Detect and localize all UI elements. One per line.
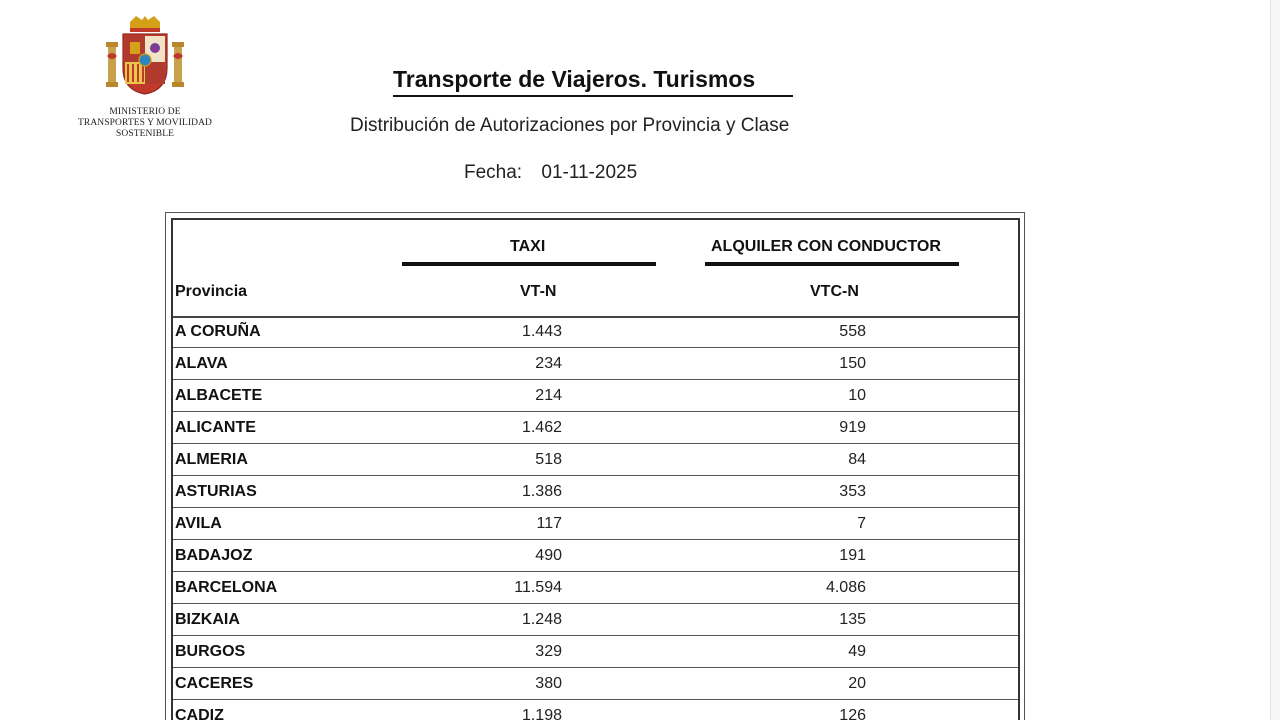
vtc-column-header: VTC-N	[810, 283, 859, 300]
province-cell: CADIZ	[175, 707, 224, 720]
table-row	[173, 636, 1018, 668]
province-cell: AVILA	[175, 515, 222, 532]
vt-value-cell: 1.443	[521, 323, 562, 340]
vt-value-cell: 1.198	[521, 707, 562, 720]
ministry-line-1: MINISTERIO DE	[109, 107, 181, 117]
table-body	[173, 316, 1018, 720]
table-row	[173, 540, 1018, 572]
vtc-value-cell: 84	[848, 451, 866, 468]
province-cell: ALAVA	[175, 355, 228, 372]
province-cell: A CORUÑA	[175, 323, 261, 340]
vtc-value-cell: 10	[848, 387, 866, 404]
vt-column-header: VT-N	[520, 283, 557, 300]
table-row	[173, 700, 1018, 720]
document-title: Transporte de Viajeros. Turismos	[393, 66, 793, 97]
vtc-value-cell: 20	[848, 675, 866, 692]
vtc-value-cell: 919	[839, 419, 866, 436]
vt-value-cell: 117	[536, 515, 562, 532]
province-cell: BARCELONA	[175, 579, 278, 596]
vtc-value-cell: 7	[857, 515, 866, 532]
table-row	[173, 604, 1018, 636]
table-row	[173, 572, 1018, 604]
ministry-line-3: SOSTENIBLE	[116, 129, 174, 139]
vtc-value-cell: 150	[839, 355, 866, 372]
vtc-header-rule	[705, 262, 959, 266]
taxi-header-rule	[402, 262, 656, 266]
vt-value-cell: 1.248	[521, 611, 562, 628]
table-row	[173, 348, 1018, 380]
date-value: 01-11-2025	[541, 162, 638, 183]
ministry-name	[60, 107, 230, 140]
province-cell: CACERES	[175, 675, 254, 692]
vtc-group-header: ALQUILER CON CONDUCTOR	[711, 238, 941, 255]
province-cell: ALMERIA	[175, 451, 248, 468]
vt-value-cell: 490	[535, 547, 562, 564]
vt-value-cell: 234	[535, 355, 562, 372]
vt-value-cell: 1.386	[521, 483, 562, 500]
vt-value-cell: 1.462	[521, 419, 562, 436]
table-row	[173, 380, 1018, 412]
province-column-header: Provincia	[175, 283, 248, 300]
province-cell: BIZKAIA	[175, 611, 240, 628]
page-edge	[1270, 0, 1280, 720]
table-row	[173, 508, 1018, 540]
vtc-value-cell: 126	[839, 707, 866, 720]
province-cell: BADAJOZ	[175, 547, 253, 564]
date-row	[464, 162, 637, 184]
authorizations-table	[171, 218, 1020, 720]
document-subtitle: Distribución de Autorizaciones por Provincia y Clase	[350, 115, 790, 136]
vtc-value-cell: 4.086	[825, 579, 866, 596]
vt-value-cell: 214	[535, 387, 562, 404]
province-cell: ASTURIAS	[175, 483, 257, 500]
vtc-value-cell: 191	[839, 547, 866, 564]
table-row	[173, 476, 1018, 508]
vt-value-cell: 380	[535, 675, 562, 692]
vt-value-cell: 518	[535, 451, 562, 468]
province-cell: ALBACETE	[175, 387, 263, 404]
vtc-value-cell: 49	[848, 643, 866, 660]
vtc-value-cell: 135	[839, 611, 866, 628]
ministry-logo	[60, 16, 230, 146]
table-row	[173, 316, 1018, 348]
vtc-value-cell: 558	[839, 323, 866, 340]
table-header	[173, 220, 1018, 318]
taxi-group-header: TAXI	[510, 238, 546, 255]
vtc-value-cell: 353	[839, 483, 866, 500]
province-cell: BURGOS	[175, 643, 246, 660]
date-label: Fecha:	[464, 162, 523, 183]
ministry-line-2: TRANSPORTES Y MOVILIDAD	[77, 118, 213, 128]
vt-value-cell: 11.594	[514, 579, 562, 596]
table-row	[173, 412, 1018, 444]
table-row	[173, 444, 1018, 476]
spain-coat-of-arms-icon	[106, 16, 184, 96]
vt-value-cell: 329	[535, 643, 562, 660]
table-row	[173, 668, 1018, 700]
province-cell: ALICANTE	[175, 419, 256, 436]
